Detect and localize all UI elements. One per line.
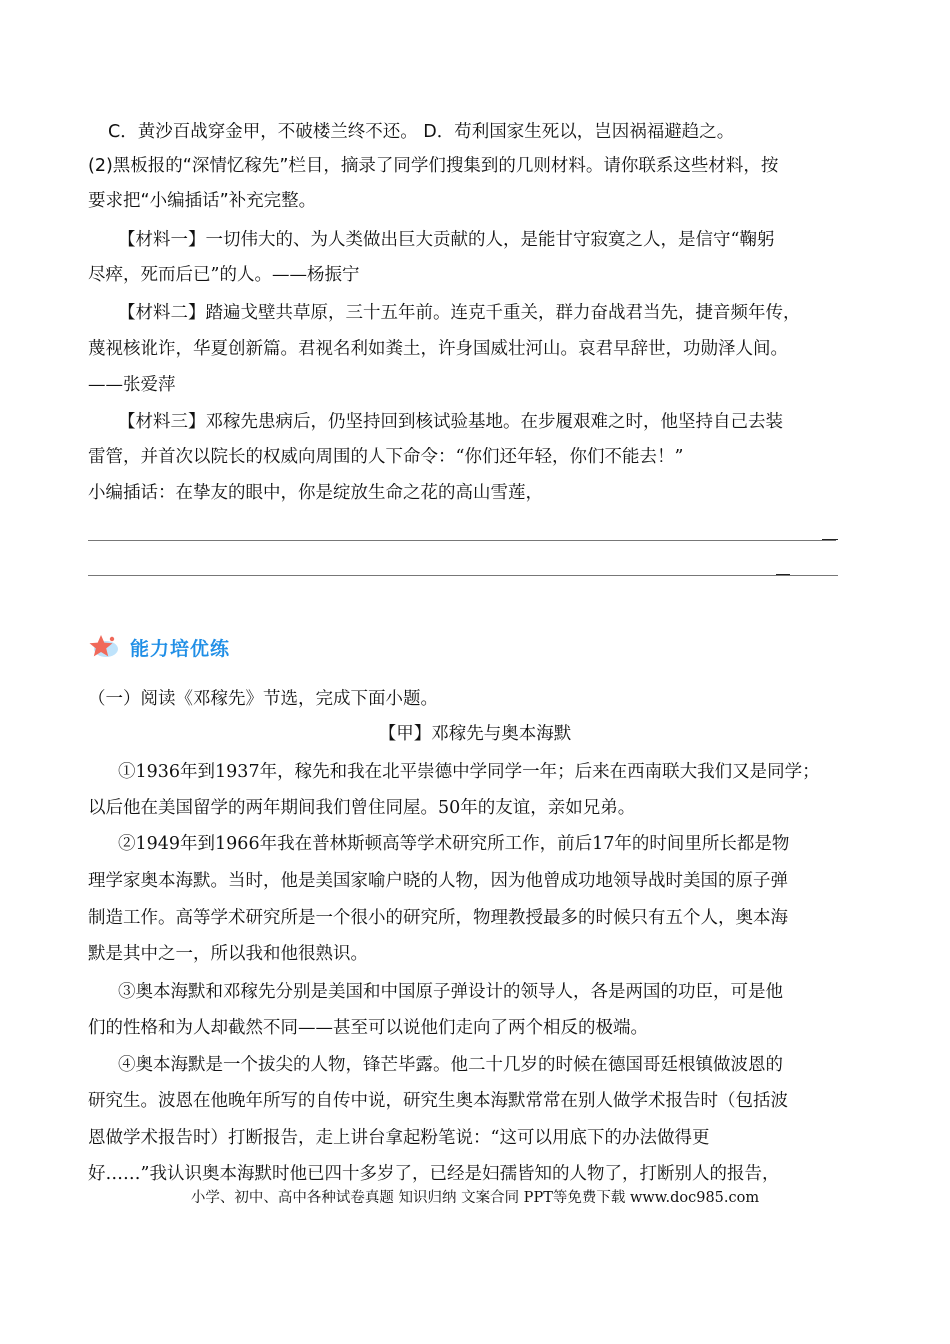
paragraph-4-line-3: 恩做学术报告时）打断报告，走上讲台拿起粉笔说：“这可以用底下的办法做得更 — [88, 1128, 710, 1148]
options-c-d: C．黄沙百战穿金甲，不破楼兰终不还。 D．苟利国家生死以，岂因祸福避趋之。 — [108, 122, 735, 142]
answer-line-2-mark — [776, 574, 790, 575]
material-3-line-2: 雷管，并首次以院长的权威向周围的人下命令：“你们还年轻，你们不能去！” — [88, 447, 684, 467]
star-icon — [88, 633, 120, 661]
section-heading — [88, 632, 230, 662]
material-3-line-1: 【材料三】邓稼先患病后，仍坚持回到核试验基地。在步履艰难之时，他坚持自己去装 — [118, 412, 783, 432]
paragraph-3-line-1: ③奥本海默和邓稼先分别是美国和中国原子弹设计的领导人，各是两国的功臣，可是他 — [118, 982, 783, 1002]
answer-line-2[interactable] — [88, 575, 838, 576]
paragraph-2-line-2: 理学家奥本海默。当时，他是美国家喻户晓的人物，因为他曾成功地领导战时美国的原子弹 — [88, 871, 788, 891]
paragraph-2-line-3: 制造工作。高等学术研究所是一个很小的研究所，物理教授最多的时候只有五个人，奥本海 — [88, 908, 788, 928]
section-title: 能力培优练 — [130, 637, 231, 660]
paragraph-4-line-4: 好……”我认识奥本海默时他已四十多岁了，已经是妇孺皆知的人物了，打断别人的报告， — [88, 1164, 780, 1184]
answer-line-1[interactable] — [88, 540, 836, 541]
page-footer: 小学、初中、高中各种试卷真题 知识归纳 文案合同 PPT等免费下载 www.doc985.com — [190, 1190, 760, 1206]
paragraph-3-line-2: 们的性格和为人却截然不同——甚至可以说他们走向了两个相反的极端。 — [88, 1018, 648, 1038]
question-2-line-2: 要求把“小编插话”补充完整。 — [88, 191, 317, 211]
material-1-line-1: 【材料一】一切伟大的、为人类做出巨大贡献的人，是能甘守寂寞之人，是信守“鞠躬 — [118, 230, 775, 250]
question-2-line-1: (2)黑板报的“深情忆稼先”栏目，摘录了同学们搜集到的几则材料。请你联系这些材料，按 — [88, 156, 779, 176]
paragraph-2-line-4: 默是其中之一，所以我和他很熟识。 — [88, 944, 368, 964]
paragraph-1-line-2: 以后他在美国留学的两年期间我们曾住同屋。50年的友谊，亲如兄弟。 — [88, 798, 636, 818]
answer-line-1-mark — [822, 539, 838, 540]
material-2-line-2: 蔑视核讹诈，华夏创新篇。君视名利如粪土，许身国威壮河山。哀君早辞世，功勋泽人间。 — [88, 339, 788, 359]
editor-note: 小编插话：在挚友的眼中，你是绽放生命之花的高山雪莲， — [88, 483, 543, 503]
paragraph-4-line-1: ④奥本海默是一个拔尖的人物，锋芒毕露。他二十几岁的时候在德国哥廷根镇做波恩的 — [118, 1055, 783, 1075]
paragraph-1-line-1: ①1936年到1937年，稼先和我在北平崇德中学同学一年；后来在西南联大我们又是同学； — [118, 762, 820, 782]
material-1-line-2: 尽瘁，死而后已”的人。——杨振宁 — [88, 265, 360, 285]
paragraph-4-line-2: 研究生。波恩在他晚年所写的自传中说，研究生奥本海默常常在别人做学术报告时（包括波 — [88, 1091, 788, 1111]
material-2-line-1: 【材料二】踏遍戈壁共草原，三十五年前。连克千重关，群力奋战君当先，捷音频年传， — [118, 303, 801, 323]
material-2-line-3: ——张爱萍 — [88, 375, 176, 395]
passage-subtitle: 【甲】邓稼先与奥本海默 — [378, 724, 572, 744]
reading-intro: （一）阅读《邓稼先》节选，完成下面小题。 — [88, 689, 438, 709]
paragraph-2-line-1: ②1949年到1966年我在普林斯顿高等学术研究所工作，前后17年的时间里所长都是物 — [118, 834, 790, 854]
